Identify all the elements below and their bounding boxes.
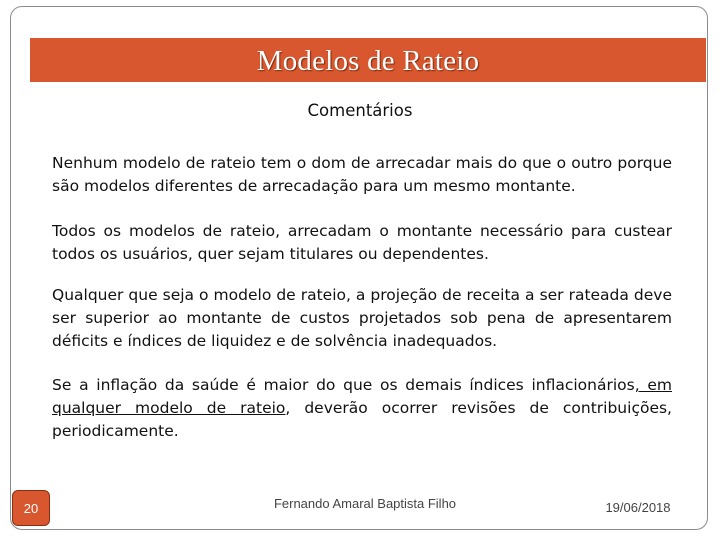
- paragraph-2: Todos os modelos de rateio, arrecadam o montante necessário para custear todos os usuários, quer sejam titulares ou dependentes.: [52, 222, 672, 263]
- slide-title: Modelos de Rateio: [256, 45, 480, 77]
- slide-frame: [10, 6, 708, 530]
- footer-date: 19/06/2018: [605, 500, 671, 515]
- page-number: 20: [23, 500, 39, 516]
- footer-author: Fernando Amaral Baptista Filho: [273, 496, 457, 511]
- paragraph-4-underlined: , em qualquer modelo de rateio: [52, 376, 672, 417]
- paragraph-4-start: Se a inflação da saúde é maior do que os demais índices inflacionários: [52, 376, 635, 394]
- title-bar: [30, 38, 706, 82]
- page-number-badge: [12, 490, 50, 526]
- paragraph-1: Nenhum modelo de rateio tem o dom de arrecadar mais do que o outro porque são modelos diferentes de arrecadação para um mesmo montante.: [52, 154, 672, 195]
- slide-subtitle: Comentários: [307, 101, 413, 120]
- paragraph-4: [52, 374, 672, 443]
- paragraph-3: Qualquer que seja o modelo de rateio, a projeção de receita a ser rateada deve ser superior ao montante de custos projetados sob pena de apresentarem déficits e índices de liquidez e de solvência inadequados.: [52, 286, 672, 350]
- paragraph-4-end: , deverão ocorrer revisões de contribuições, periodicamente.: [52, 399, 672, 440]
